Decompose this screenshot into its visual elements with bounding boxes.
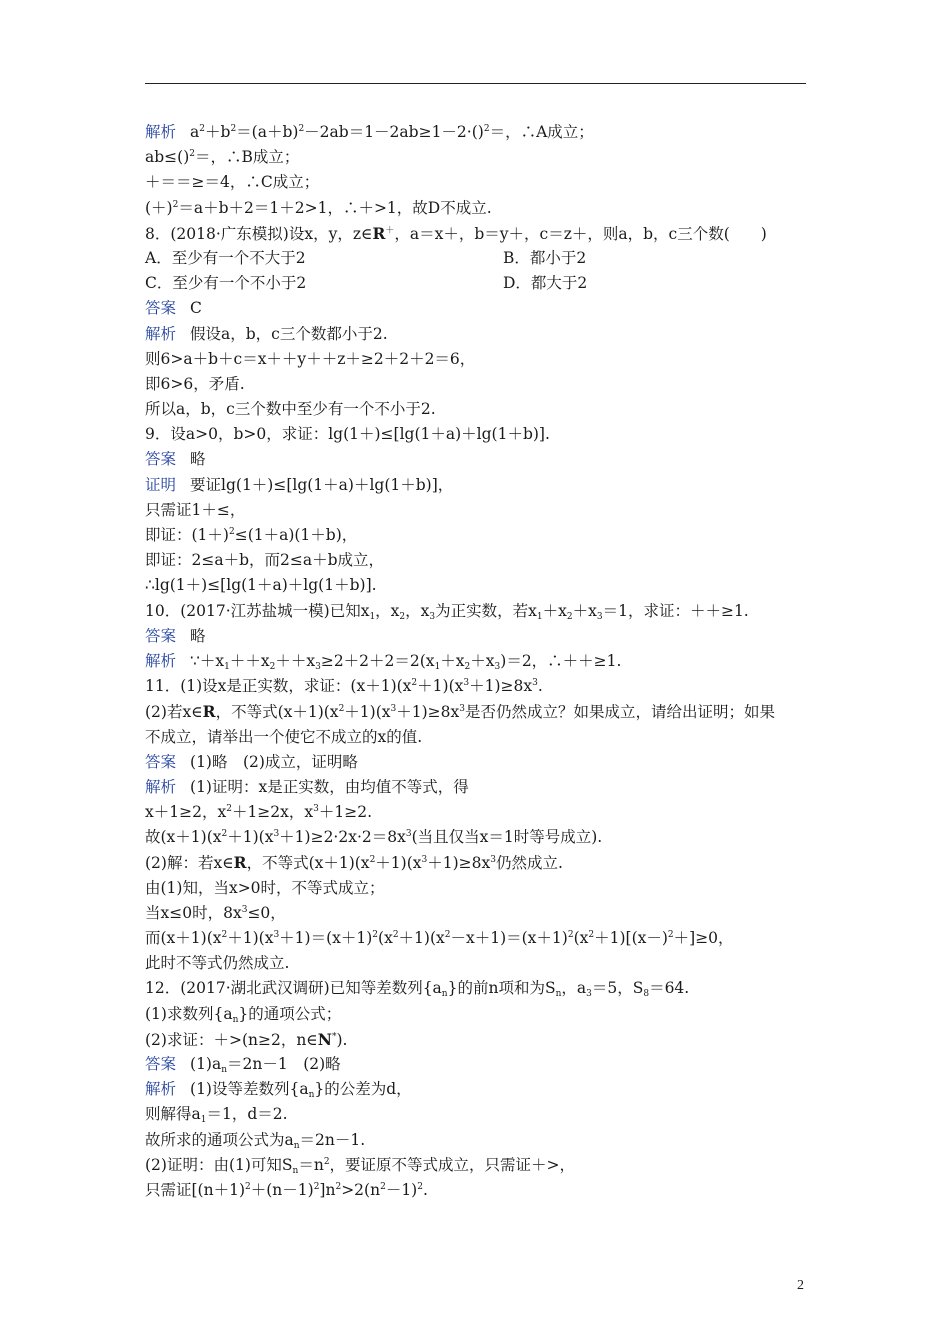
text-line bbox=[145, 548, 810, 573]
text-line bbox=[145, 750, 810, 775]
line-text: (2)证明：由(1)可知$S_n=n^2$，要证原不等式成立，只需证＋>， bbox=[145, 1155, 576, 1176]
line-text: 只需证$[(n+1)^2+(n-1)^2]n^2>2(n^2-1)^2$. bbox=[145, 1180, 428, 1199]
line-text: (2)若x∈R，不等式$(x+1)(x^2+1)(x^3+1)\ge 8x^3$是否仍然成立？如果成立，请给出证明；如果 bbox=[145, 702, 775, 722]
line-text: 即证：$(1+)^2\le(1+a)(1+b)$， bbox=[145, 526, 358, 544]
text-line bbox=[145, 196, 810, 221]
text-line bbox=[145, 296, 810, 321]
line-text: (1)设等差数列$\{a_n\}$的公差为d， bbox=[190, 1080, 412, 1101]
line-text: 略 bbox=[190, 626, 206, 645]
text-line bbox=[145, 951, 810, 976]
text-line bbox=[145, 1052, 810, 1077]
text-line bbox=[145, 573, 810, 598]
line-text: 不成立，请举出一个使它不成立的x的值. bbox=[145, 727, 423, 746]
line-text: 11．(1)设x是正实数，求证：$(x+1)(x^2+1)(x^3+1)\ge 8x^3$. bbox=[145, 677, 543, 696]
line-text: 由(1)知，当x>0时，不等式成立； bbox=[145, 878, 385, 897]
text-line bbox=[145, 800, 810, 825]
text-line bbox=[145, 221, 810, 246]
line-text: (1)证明：x是正实数，由均值不等式，得 bbox=[190, 777, 469, 796]
text-line bbox=[145, 649, 810, 674]
text-line bbox=[145, 322, 810, 347]
label-answer: 答案 bbox=[145, 1054, 177, 1073]
option-choice: D．都大于2 bbox=[503, 274, 588, 293]
text-line bbox=[145, 1102, 810, 1127]
line-text: ∴lg(1＋)≤[lg(1＋a)＋lg(1＋b)]. bbox=[145, 576, 377, 595]
line-text: $(+)^2=a+b+2=1+2>1$，∴＋>1，故D不成立. bbox=[145, 198, 492, 217]
text-line bbox=[145, 1178, 810, 1203]
label-answer: 答案 bbox=[145, 752, 177, 771]
text-line bbox=[145, 498, 810, 523]
text-line bbox=[145, 825, 810, 850]
line-text: ab≤()$^2$＝，∴B成立； bbox=[145, 148, 300, 167]
option-choice: C．至少有一个不小于2 bbox=[145, 274, 307, 293]
text-line bbox=[145, 473, 810, 498]
text-line bbox=[145, 876, 810, 901]
text-line bbox=[145, 699, 810, 724]
text-line bbox=[145, 1002, 810, 1027]
line-text: ＋＝＝≥＝4，∴C成立； bbox=[145, 173, 320, 192]
label-answer: 答案 bbox=[145, 299, 177, 318]
text-line bbox=[145, 422, 810, 447]
text-line bbox=[145, 145, 810, 170]
text-line bbox=[145, 170, 810, 195]
option-choice: A．至少有一个不大于2 bbox=[145, 248, 306, 267]
line-text: (2)解：若x∈R，不等式$(x+1)(x^2+1)(x^3+1)\ge 8x^3$仍然成立. bbox=[145, 853, 563, 873]
line-text: 故$(x+1)(x^2+1)(x^3+1)\ge 2\cdot 2x\cdot 2=8x^3$(当且仅当x＝1时等号成立). bbox=[145, 828, 603, 847]
document-body bbox=[145, 120, 810, 1203]
line-text: 则6>a＋b＋c＝x＋＋y＋＋z＋≥2＋2＋2＝6， bbox=[145, 349, 476, 368]
line-text: 即6>6，矛盾. bbox=[145, 374, 245, 393]
line-text: (2)求证：＋>(n≥2，n∈N*). bbox=[145, 1029, 348, 1049]
label-answer: 答案 bbox=[145, 626, 177, 645]
text-line bbox=[145, 976, 810, 1001]
label-answer: 答案 bbox=[145, 450, 177, 469]
text-line bbox=[145, 850, 810, 875]
line-text: 故所求的通项公式为$a_n=2n-1$. bbox=[145, 1130, 366, 1151]
line-text: 8．(2018·广东模拟)设x，y，z∈R＋，a＝x＋，b＝y＋，c＝z＋，则a，b，c三个数( ) bbox=[145, 223, 767, 243]
line-text: 只需证1＋≤， bbox=[145, 500, 246, 519]
line-text: 当x≤0时，$8x^3\le 0$， bbox=[145, 903, 286, 922]
text-line bbox=[145, 120, 810, 145]
text-line bbox=[145, 926, 810, 951]
text-line bbox=[145, 347, 810, 372]
text-line bbox=[145, 725, 810, 750]
line-text: 12．(2017·湖北武汉调研)已知等差数列$\{a_n\}$的前n项和为$S_n$，$a_3=5$，$S_8=64$. bbox=[145, 979, 690, 1000]
line-text: 此时不等式仍然成立. bbox=[145, 954, 290, 973]
text-line bbox=[145, 523, 810, 548]
label-analysis: 解析 bbox=[145, 651, 177, 670]
line-text: 略 bbox=[190, 450, 206, 469]
text-line bbox=[145, 599, 810, 624]
text-line bbox=[145, 674, 810, 699]
line-text: 10．(2017·江苏盐城一模)已知$x_1$，$x_2$，$x_3$为正实数，若$x_1+x_2+x_3=1$，求证：＋＋≥1. bbox=[145, 601, 749, 622]
label-analysis: 解析 bbox=[145, 324, 177, 343]
option-choice: B．都小于2 bbox=[503, 248, 587, 267]
line-text: $\because+x_1++x_2++x_3\ge 2+2+2=2(x_1+x_2+x_3)=2$，∴＋＋≥1. bbox=[190, 651, 622, 672]
label-analysis: 解析 bbox=[145, 123, 177, 141]
line-text: $a^2+b^2=(a+b)^2-2ab=1-2ab\ge 1-2\cdot()^2=$，∴A成立； bbox=[190, 123, 594, 141]
line-text: (1)略 (2)成立，证明略 bbox=[190, 752, 358, 771]
line-text: 而$(x+1)(x^2+1)(x^3+1)=(x+1)^2(x^2+1)(x^2-x+1)=(x+1)^2(x^2+1)[(x-)^2+]\ge 0$， bbox=[145, 929, 734, 947]
line-text: (1)求数列$\{a_n\}$的通项公式； bbox=[145, 1004, 342, 1025]
line-text: 则解得$a_1=1$，d＝2. bbox=[145, 1105, 288, 1126]
line-text: 即证：2≤a＋b，而2≤a＋b成立， bbox=[145, 551, 385, 570]
text-line bbox=[145, 1153, 810, 1178]
text-line bbox=[145, 372, 810, 397]
text-line bbox=[145, 1027, 810, 1052]
text-line bbox=[145, 397, 810, 422]
text-line bbox=[145, 901, 810, 926]
line-text: $(1)a_n=2n-1$ (2)略 bbox=[190, 1054, 341, 1075]
line-text: 9．设a>0，b>0，求证：lg(1＋)≤[lg(1＋a)＋lg(1＋b)]. bbox=[145, 425, 550, 444]
page-number: 2 bbox=[797, 1278, 804, 1293]
line-text: x＋1≥2，$x^2+1\ge 2x$，$x^3+1\ge 2$. bbox=[145, 803, 373, 822]
text-line bbox=[145, 775, 810, 800]
line-text: 所以a，b，c三个数中至少有一个不小于2. bbox=[145, 400, 436, 419]
header-rule bbox=[145, 83, 806, 84]
text-line bbox=[145, 1128, 810, 1153]
text-line bbox=[145, 1077, 810, 1102]
label-proof: 证明 bbox=[145, 475, 177, 494]
line-text: C bbox=[190, 299, 202, 318]
line-text: 要证lg(1＋)≤[lg(1＋a)＋lg(1＋b)]， bbox=[190, 475, 454, 494]
text-line bbox=[145, 624, 810, 649]
label-analysis: 解析 bbox=[145, 777, 177, 796]
text-line bbox=[145, 447, 810, 472]
option-row bbox=[145, 246, 810, 271]
label-analysis: 解析 bbox=[145, 1080, 177, 1099]
option-row bbox=[145, 271, 810, 296]
line-text: 假设a，b，c三个数都小于2. bbox=[190, 324, 388, 343]
